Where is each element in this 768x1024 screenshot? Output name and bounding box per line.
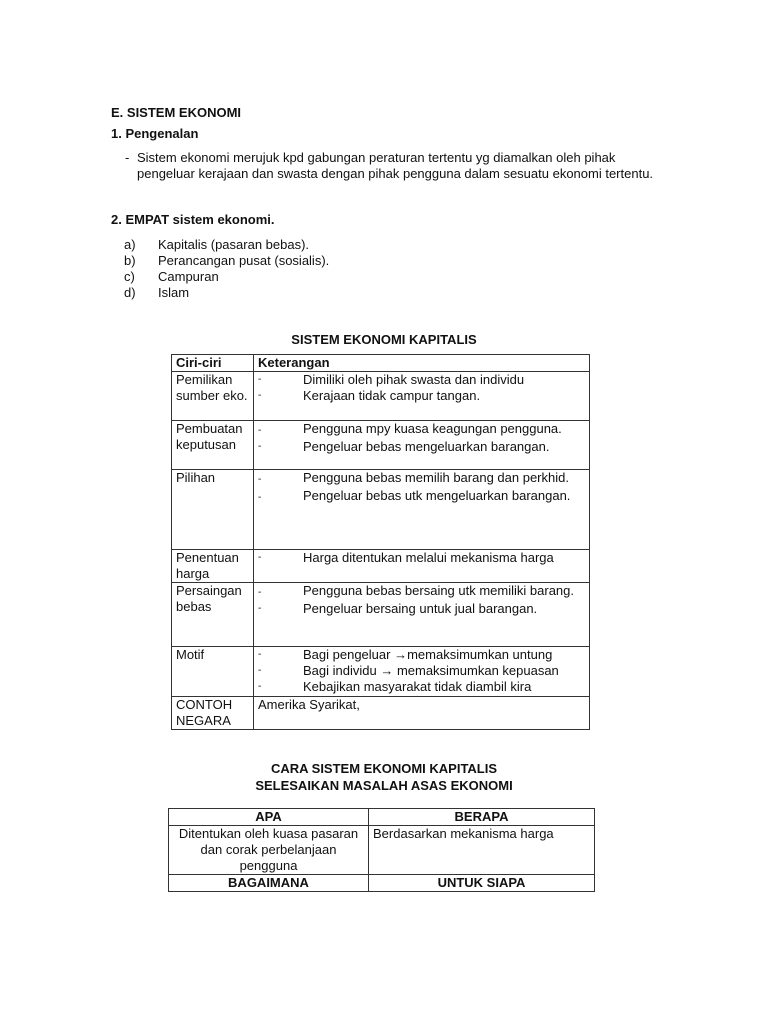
table-row bbox=[169, 826, 595, 875]
item-text: Kapitalis (pasaran bebas). bbox=[158, 237, 310, 252]
item-text: Islam bbox=[158, 285, 190, 300]
header-untuk-siapa: UNTUK SIAPA bbox=[369, 875, 595, 892]
point: - Pengeluar bersaing untuk jual barangan. bbox=[258, 601, 538, 616]
problems-title-line2: SELESAIKAN MASALAH ASAS EKONOMI bbox=[255, 778, 513, 793]
row-description bbox=[254, 550, 590, 583]
header-bagaimana: BAGAIMANA bbox=[169, 875, 369, 892]
table-row bbox=[172, 647, 590, 697]
row-description bbox=[254, 583, 590, 647]
point: - Pengguna bebas bersaing utk memiliki barang. bbox=[258, 583, 575, 598]
systems-heading: 2. EMPAT sistem ekonomi. bbox=[111, 212, 275, 227]
table-row bbox=[172, 583, 590, 647]
table-row bbox=[172, 372, 590, 421]
list-item bbox=[124, 237, 329, 253]
row-feature: Penentuan harga bbox=[172, 550, 254, 583]
header-apa: APA bbox=[169, 809, 369, 826]
systems-list bbox=[124, 237, 329, 301]
answer-berapa: Berdasarkan mekanisma harga bbox=[369, 826, 595, 875]
item-label: c) bbox=[124, 269, 135, 284]
capitalist-table bbox=[171, 354, 590, 730]
item-label: d) bbox=[124, 285, 136, 300]
row-description bbox=[254, 647, 590, 697]
row-feature: Pemilikan sumber eko. bbox=[172, 372, 254, 421]
point: - Kerajaan tidak campur tangan. bbox=[258, 388, 481, 403]
intro-text: Sistem ekonomi merujuk kpd gabungan peraturan tertentu yg diamalkan oleh pihak pengeluar kerajaan dan swasta dengan pihak pengguna dalam sesuatu ekonomi tertentu. bbox=[137, 150, 654, 181]
header-keterangan: Keterangan bbox=[254, 355, 590, 372]
answer-apa: Ditentukan oleh kuasa pasaran dan corak perbelanjaan pengguna bbox=[169, 826, 369, 875]
point: - Dimiliki oleh pihak swasta dan individu bbox=[258, 372, 525, 387]
row-feature: Pilihan bbox=[172, 470, 254, 550]
point: - Kebajikan masyarakat tidak diambil kira bbox=[258, 679, 532, 694]
table-row bbox=[172, 697, 590, 730]
list-item bbox=[124, 253, 329, 269]
item-label: a) bbox=[124, 237, 136, 252]
point: - Pengguna mpy kuasa keagungan pengguna. bbox=[258, 421, 562, 436]
item-text: Perancangan pusat (sosialis). bbox=[158, 253, 330, 268]
header-berapa: BERAPA bbox=[369, 809, 595, 826]
problems-title bbox=[0, 760, 768, 794]
row-feature: Pembuatan keputusan bbox=[172, 421, 254, 470]
table-header-row bbox=[169, 875, 595, 892]
table-row bbox=[172, 421, 590, 470]
point: - Harga ditentukan melalui mekanisma harga bbox=[258, 550, 554, 565]
table-row bbox=[172, 470, 590, 550]
table-header-row bbox=[172, 355, 590, 372]
capitalist-table-title: SISTEM EKONOMI KAPITALIS bbox=[291, 332, 477, 347]
header-ciri: Ciri-ciri bbox=[172, 355, 254, 372]
row-description: Amerika Syarikat, bbox=[254, 697, 590, 730]
problems-title-line1: CARA SISTEM EKONOMI KAPITALIS bbox=[270, 761, 498, 776]
point: - Pengguna bebas memilih barang dan perkhid. bbox=[258, 470, 569, 485]
row-feature: Persaingan bebas bbox=[172, 583, 254, 647]
row-description bbox=[254, 372, 590, 421]
table-row bbox=[172, 550, 590, 583]
row-description bbox=[254, 470, 590, 550]
section-title: E. SISTEM EKONOMI bbox=[111, 105, 242, 120]
list-item bbox=[124, 285, 329, 301]
intro-heading: 1. Pengenalan bbox=[111, 126, 199, 141]
economic-problems-table bbox=[168, 808, 595, 892]
list-item bbox=[124, 269, 329, 285]
row-feature: CONTOH NEGARA bbox=[172, 697, 254, 730]
table-header-row bbox=[169, 809, 595, 826]
row-feature: Motif bbox=[172, 647, 254, 697]
item-text: Campuran bbox=[158, 269, 219, 284]
point: - Pengeluar bebas utk mengeluarkan barangan. bbox=[258, 488, 571, 503]
point: - Bagi individu → memaksimumkan kepuasan bbox=[258, 663, 559, 678]
intro-paragraph bbox=[125, 150, 665, 182]
point: - Pengeluar bebas mengeluarkan barangan. bbox=[258, 439, 550, 454]
item-label: b) bbox=[124, 253, 136, 268]
bullet-dash: - bbox=[125, 150, 130, 165]
row-description bbox=[254, 421, 590, 470]
point: - Bagi pengeluar →memaksimumkan untung bbox=[258, 647, 553, 662]
